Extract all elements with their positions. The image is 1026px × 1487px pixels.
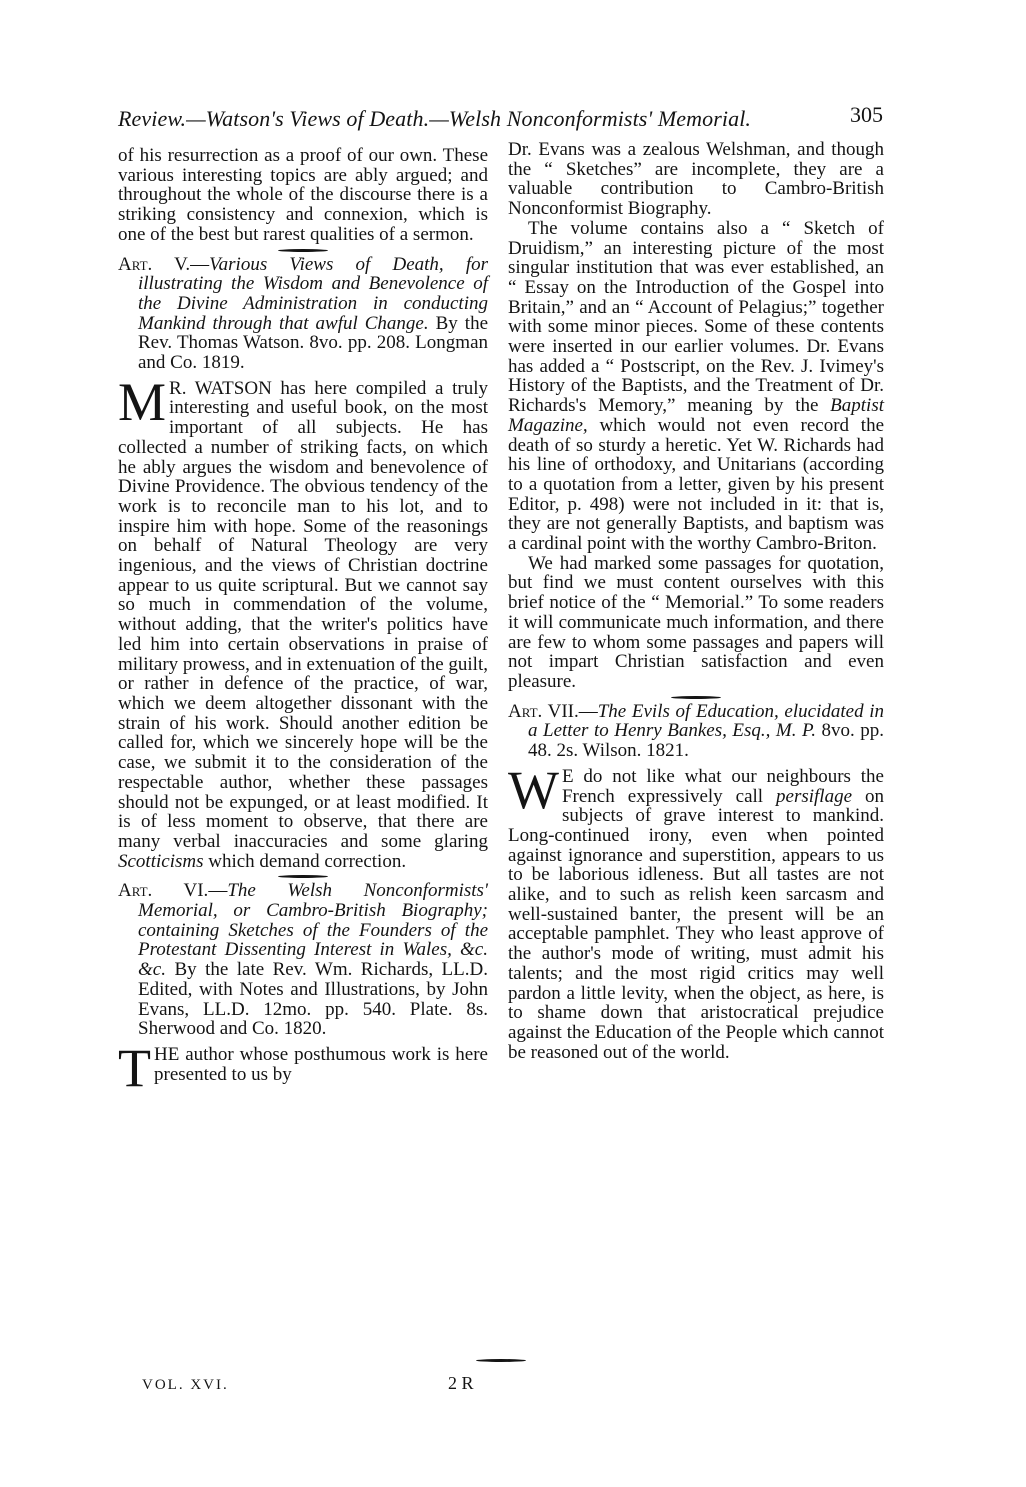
- drop-cap: M: [118, 371, 167, 432]
- article-label: Art. VII.: [508, 700, 579, 722]
- paragraph-text: has here compiled a truly interesting and useful book, on the most important of all subjects. He has collected a number of striking facts, on which he ably argues the wisdom and benevolence of Divine Providence. The obvious tendency of the work is to reconcile man to his lot, and to inspire him with hope. Some of the reasonings on behalf of Natural Theology are very ingenious, and the views of Christian doctrine appear to us quite scriptural. But we cannot say so much in commendation of the volume, without adding, that the writer's politics have led him into certain observations in praise of military prowess, and in extenuation of the guilt, or rather in defence of the practice, of war, which we deem altogether dissonant with the strain of his work. Should another edition be called for, which we sincerely hope will be the case, we submit it to the consideration of the respectable author, whether these passages should not be expunged, or at least modified. It is of less moment to observe, that there are many verbal inaccuracies and some glaring: [118, 377, 489, 852]
- article-heading-vi: Art. VI.—The Welsh Nonconformists' Memorial, or Cambro-British Biography; containing Sketches of the Founders of the Protestant Dissenting Interest in Wales, &c. &c. By the late Rev. Wm. Richards, LL.D. Edited, with Notes and Illustrations, by John Evans, LL.D. 12mo. pp. 540. Plate. 8s. Sherwood and Co. 1820.: [118, 880, 488, 1040]
- left-column: [118, 145, 489, 1098]
- footer-divider: [476, 1359, 526, 1362]
- lead-in: R. WATSON: [169, 377, 272, 399]
- paragraph: [118, 371, 489, 872]
- section-divider: [118, 245, 488, 255]
- drop-cap: T: [118, 1037, 151, 1098]
- paragraph: [508, 219, 884, 554]
- article-meta: By the late Rev. Wm. Richards, LL.D. Edited, with Notes and Illustrations, by John Evans, LL.D. 12mo. pp. 540. Plate. 8s. Sherwood and Co. 1820.: [138, 959, 488, 1040]
- article-meta: By the Rev. Thomas Watson. 8vo. pp. 208. Longman and Co. 1819.: [138, 312, 489, 374]
- paragraph-text: do not like what our neighbours the French expressively call: [561, 765, 884, 807]
- signature-mark: 2 R: [448, 1373, 474, 1393]
- article-title: The Welsh Nonconformists' Memorial, or Cambro-British Biography; containing Sketches of the Founders of the Protestant Dissenting Interest in Wales, &c. &c.: [138, 880, 488, 981]
- drop-cap: W: [508, 759, 559, 820]
- paragraph-italic: Baptist Magazine,: [508, 395, 884, 436]
- paragraph-text: The volume contains also a “ Sketch of Druidism,” an interesting picture of the most singular institution that was ever established, an “ Essay on the Introduction of the Gospel into Britain,” and an “ Account of Pelagius;” together with some minor pieces. Some of these contents were inserted in our earlier volumes. Dr. Evans has added a “ Postscript, on the Rev. J. Ivimey's History of the Baptists, and the Treatment of Dr. Richards's Memory,” meaning by the: [508, 217, 884, 417]
- volume-label: VOL. XVI.: [142, 1377, 229, 1393]
- paragraph: [118, 1037, 488, 1098]
- paragraph-italic: Scotticisms: [118, 850, 204, 872]
- paragraph: We had marked some passages for quotation, but find we must content ourselves with this brief notice of the “ Memorial.” To some readers it will communicate much information, and there are few to whom some passages and papers will not impart Christian satisfaction and even pleasure.: [508, 552, 884, 692]
- paragraph-text: which demand correction.: [203, 850, 407, 872]
- page-footer: [118, 1374, 888, 1398]
- article-heading-v: Art. V.—Various Views of Death, for illustrating the Wisdom and Benevolence of the Divine Administration in conducting Mankind through that awful Change. By the Rev. Thomas Watson. 8vo. pp. 208. Longman and Co. 1819.: [118, 253, 489, 374]
- lead-in: HE: [154, 1043, 180, 1065]
- paragraph-text: on subjects of grave interest to mankind. Long-continued irony, even when pointed against ignorance and superstition, appears to us to be laborious idleness. But all tastes are not alike, and to such as relish keen sarcasm and well-sustained banter, the present will be an acceptable pamphlet. They who least approve of the author's mode of writing, must admit his talents; and the most rigid critics may well pardon a little levity, when the object, as here, is to shame down that aristocratical prejudice against the Education of the People which cannot be reasoned out of the world.: [508, 785, 884, 1063]
- running-title: Review.—Watson's Views of Death.—Welsh Nonconformists' Memorial.: [118, 106, 752, 131]
- article-title: The Evils of Education, elucidated in a Letter to Henry Bankes, Esq., M. P.: [528, 700, 884, 742]
- section-divider: [508, 692, 884, 702]
- paragraph: [508, 759, 884, 1063]
- article-meta: 8vo. pp. 48. 2s. Wilson. 1821.: [528, 720, 885, 762]
- paragraph: Dr. Evans was a zealous Welshman, and though the “ Sketches” are incomplete, they are a valuable contribution to Cambro-British Nonconformist Biography.: [508, 139, 884, 220]
- running-header: [118, 100, 883, 134]
- paragraph-italic: persiflage: [776, 785, 853, 807]
- article-title: Various Views of Death, for illustrating the Wisdom and Benevolence of the Divine Administration in conducting Mankind through that awful Change.: [138, 253, 488, 334]
- article-label: Art. VI.: [118, 880, 209, 902]
- right-column: [508, 140, 884, 1062]
- lead-in: E: [561, 765, 574, 787]
- paragraph-text: author whose posthumous work is here presented to us by: [154, 1043, 488, 1085]
- page-number: 305: [850, 102, 883, 127]
- paragraph-text: which would not even record the death of so sturdy a heretic. Yet W. Richards had his line of orthodoxy, and Unitarians (according to a quotation from a letter, given by his present Editor, p. 498) were not included in it: that is, they are not generally Baptists, and baptism was a cardinal point with the worthy Cambro-Briton.: [508, 414, 884, 555]
- article-heading-vii: Art. VII.—The Evils of Education, elucidated in a Letter to Henry Bankes, Esq., M. P. 8vo. pp. 48. 2s. Wilson. 1821.: [508, 700, 885, 762]
- paragraph: of his resurrection as a proof of our own. These various interesting topics are ably argued; and throughout the whole of the discourse there is a striking consistency and connexion, which is one of the best but rarest qualities of a sermon.: [118, 145, 488, 245]
- article-label: Art. V.: [118, 253, 191, 275]
- section-divider: [118, 871, 488, 881]
